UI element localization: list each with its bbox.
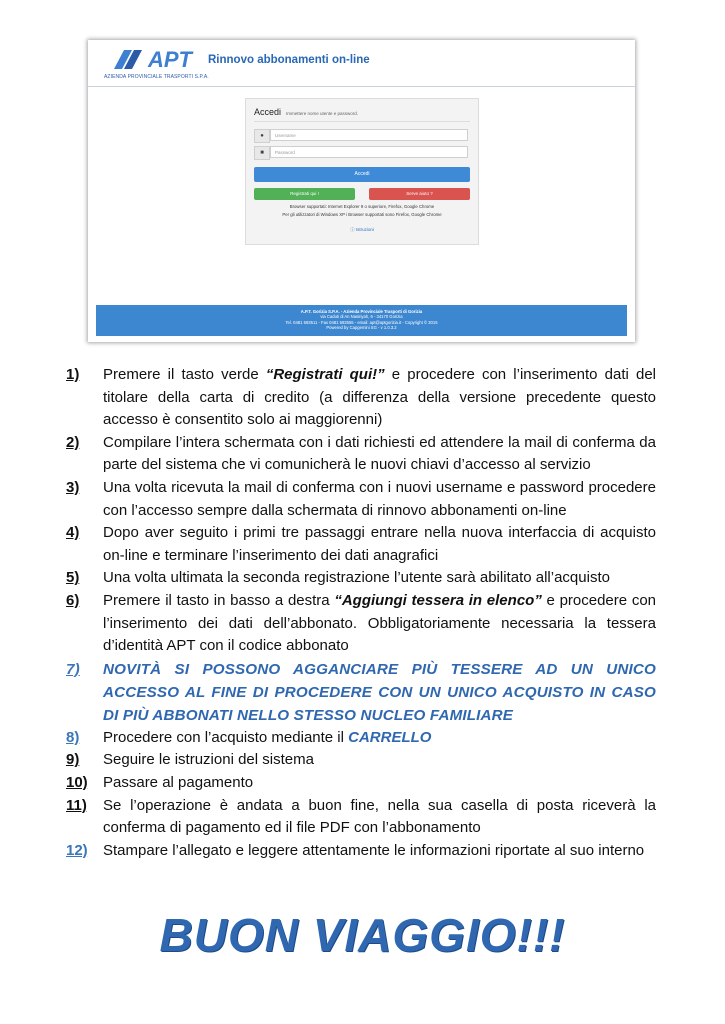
step-text: Compilare l’intera schermata con i dati richiesti ed attendere la mail di conferma da parte del sistema che vi comunicherà le nuovi chiavi d’accesso al servizio (103, 433, 656, 474)
list-item (66, 727, 656, 750)
step-number: 2) (66, 433, 80, 451)
list-item (66, 590, 656, 658)
site-header (88, 40, 635, 87)
list-item (66, 522, 656, 567)
step-emphasis: “Aggiungi tessera in elenco” (334, 591, 542, 609)
help-button[interactable]: Serve aiuto ? (369, 188, 470, 200)
instruction-list (66, 364, 656, 862)
step-text: Stampare l’allegato e leggere attentamente le informazioni riportate al suo interno (103, 841, 645, 859)
step-text: Seguire le istruzioni del sistema (103, 751, 314, 769)
login-title: Accedi (254, 107, 282, 117)
info-icon: ⓘ (350, 227, 355, 232)
footer-line: via Caduti di An Nasiriyah, 6 - 34170 Gorizia (320, 314, 403, 320)
step-number: 5) (66, 569, 80, 587)
step-text: e procedere con l’inserimento dei dati dell’abbonato. Obbligatoriamente necessaria la tessera d’identità APT con il codice abbonato (103, 591, 656, 655)
cart-label: CARRELLO (348, 728, 432, 746)
apt-logo-icon (110, 48, 204, 70)
step-number: 1) (66, 366, 80, 383)
register-button[interactable]: Registrati qui ! (254, 188, 355, 200)
login-screenshot (88, 40, 635, 342)
user-icon: ● (254, 129, 270, 143)
logo-subtext: AZIENDA PROVINCIALE TRASPORTI S.P.A. (104, 74, 209, 80)
step-number: 12) (66, 841, 88, 859)
list-item (66, 477, 656, 522)
divider (254, 121, 470, 122)
instructions-link-label: Istruzioni (355, 227, 374, 232)
instructions-link[interactable] (246, 227, 478, 233)
footer-line: Tel. 0481 593511 - Fax 0481 593555 - email: apt@aptgorizia.it - Copyright © 2015 (285, 319, 438, 325)
footer-line: Powered by Capgemini SG - v 1.0.3.2 (326, 324, 397, 330)
list-item (66, 364, 656, 432)
step-text: e procedere con l’inserimento dati del titolare della carta di credito (a differenza della versione precedente questo accesso è consentito solo ai maggiorenni) (103, 366, 656, 429)
step-text: Una volta ricevuta la mail di conferma con i nuovi username e password procedere con l’accesso sempre dalla schermata di rinnovo abbonamenti on-line (103, 478, 656, 519)
apt-logo (100, 48, 210, 86)
username-field-group (254, 129, 470, 142)
step-text: Procedere con l’acquisto mediante il (103, 728, 349, 746)
site-footer (96, 305, 627, 336)
list-item (66, 658, 656, 727)
step-number: 8) (66, 728, 80, 746)
list-item (66, 795, 656, 840)
step-number: 6) (66, 591, 80, 609)
step-text: Una volta ultimata la seconda registrazione l’utente sarà abilitato all’acquisto (103, 569, 610, 587)
step-text: Se l’operazione è andata a buon fine, nella sua casella di posta riceverà la conferma di pagamento ed il file PDF con l’abbonamento (103, 796, 656, 837)
step-text: Passare al pagamento (103, 773, 254, 791)
login-button[interactable]: Accedi (254, 167, 470, 182)
list-item (66, 432, 656, 477)
step-emphasis: “Registrati qui!” (265, 366, 385, 383)
password-field-group (254, 146, 470, 159)
list-item (66, 772, 656, 795)
lock-icon: ■ (254, 146, 270, 160)
step-number: 9) (66, 751, 80, 769)
login-hint: Immettere nome utente e password. (286, 111, 359, 116)
step-text: Dopo aver seguito i primi tre passaggi entrare nella nuova interfaccia di acquisto on-line e terminare l’inserimento dei dati anagrafici (103, 524, 656, 564)
list-item (66, 840, 656, 863)
step-text: Premere il tasto in basso a destra (103, 591, 335, 609)
step-number: 7) (66, 660, 80, 678)
step-text: NOVITÀ SI POSSONO AGGANCIARE PIÙ TESSERE AD UN UNICO ACCESSO AL FINE DI PROCEDERE CON UN UNICO ACQUISTO IN CASO DI PIÙ ABBONATI NELLO STESSO NUCLEO FAMILIARE (103, 660, 656, 724)
step-number: 4) (66, 524, 80, 542)
site-title: Rinnovo abbonamenti on-line (208, 54, 370, 66)
password-input[interactable]: Password (270, 146, 468, 158)
xp-note: Per gli utilizzatori di Windows XP i Browser supportati sono Firefox, Google Chrome (282, 212, 442, 217)
step-text: Premere il tasto verde (103, 366, 266, 383)
step-number: 3) (66, 478, 80, 496)
list-item (66, 567, 656, 590)
username-input[interactable]: Username (270, 129, 468, 141)
login-panel (245, 98, 479, 245)
footer-line: A.P.T. Gorizia S.P.A. - Azienda Provinciale Trasporti di Gorizia (300, 309, 423, 314)
step-number: 11) (66, 796, 87, 814)
list-item (66, 749, 656, 772)
browser-note: Browser supportati: Internet Explorer 9 o superiore, Firefox, Google Chrome (289, 204, 435, 209)
svg-text:APT: APT (148, 48, 192, 70)
step-number: 10) (66, 773, 88, 791)
farewell-heading: BUON VIAGGIO!!! (159, 909, 566, 961)
